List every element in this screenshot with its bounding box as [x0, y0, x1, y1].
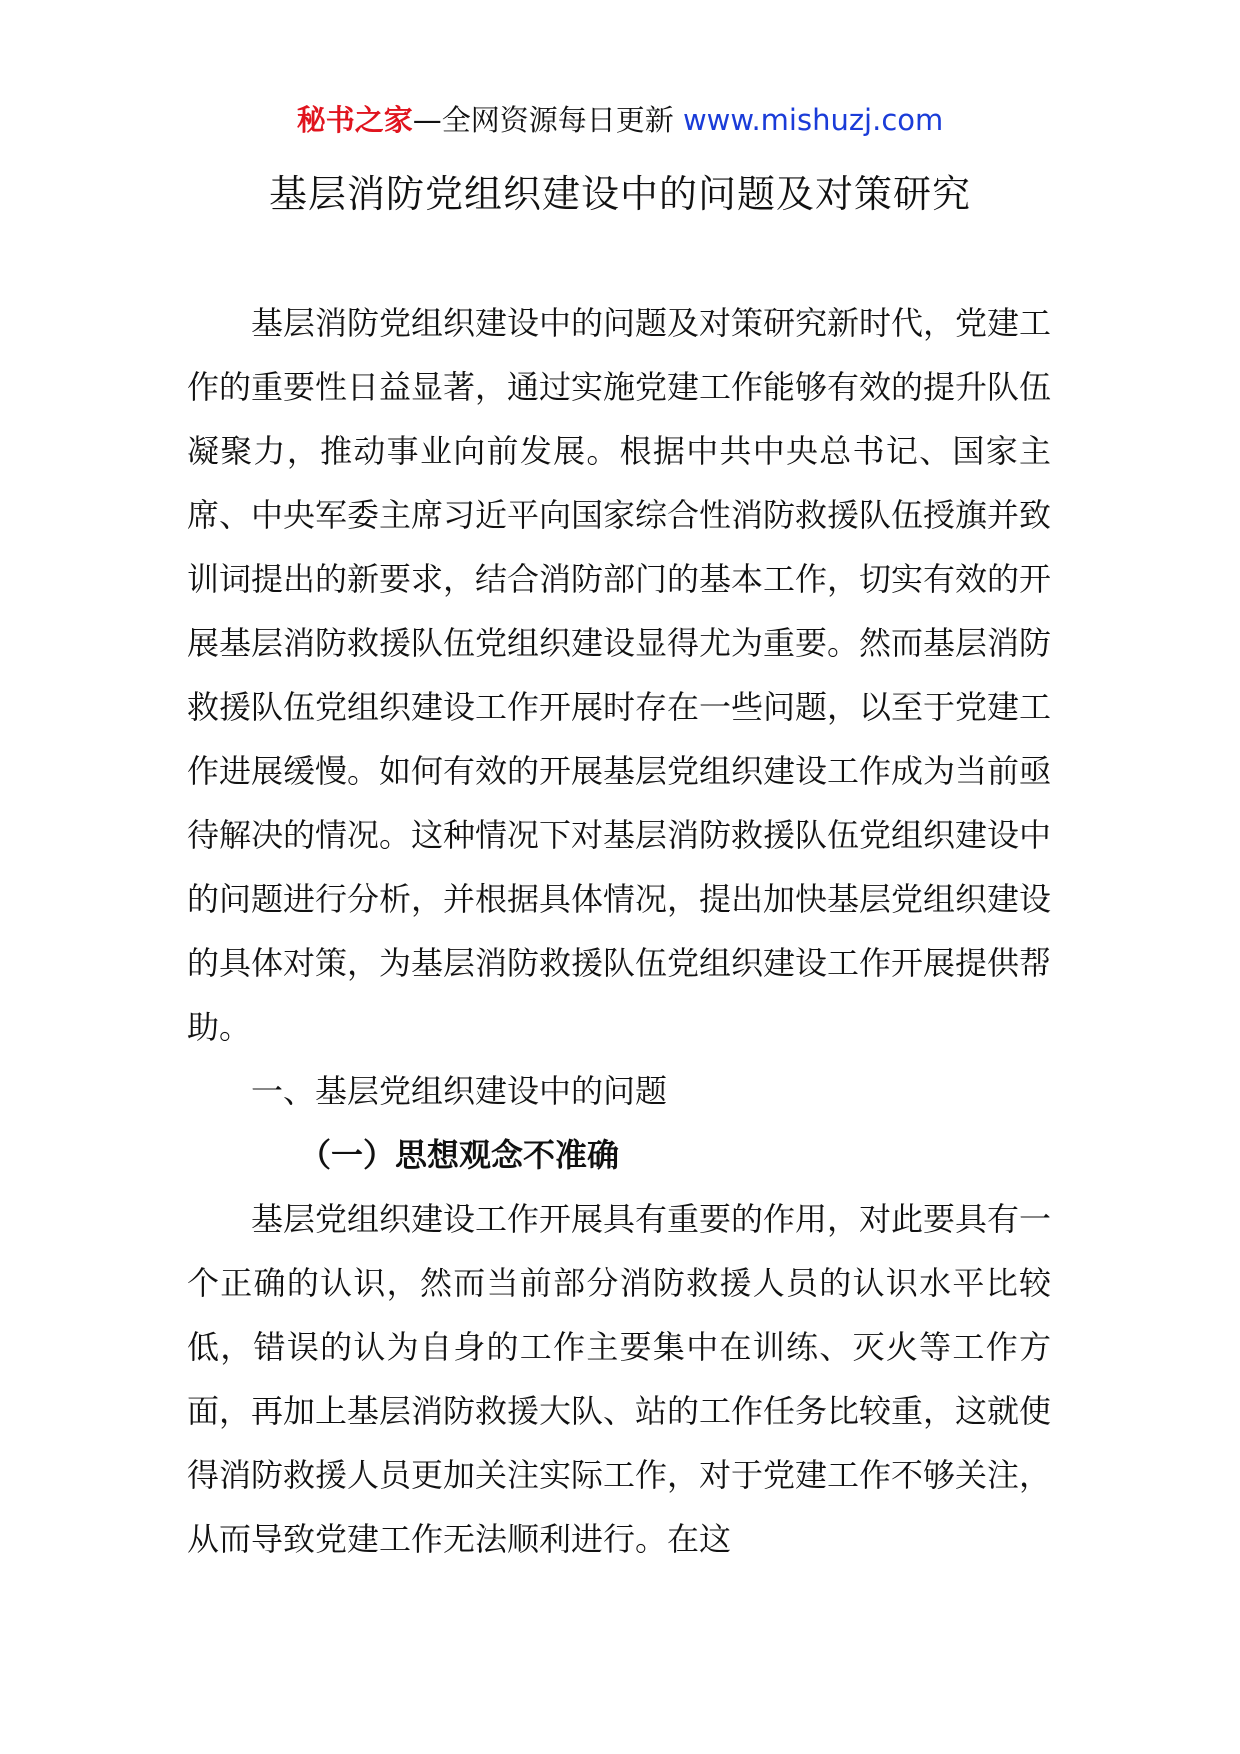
section-heading: 一、基层党组织建设中的问题: [251, 1072, 668, 1110]
brand-name: 秘书之家: [296, 103, 413, 137]
banner-tagline: —全网资源每日更新: [412, 103, 674, 137]
subsection-paragraph: 基层党组织建设工作开展具有重要的作用，对此要具有一个正确的认识，然而当前部分消防救援人员的认识水平比较低，错误的认为自身的工作主要集中在训练、灭火等工作方面，再加上基层消防救援大队、站的工作任务比较重，这就使得消防救援人员更加关注实际工作，对于党建工作不够关注，从而导致党建工作无法顺利进行。在这: [187, 1200, 1052, 1558]
document-title: 基层消防党组织建设中的问题及对策研究: [268, 172, 971, 216]
subsection-heading: （一）思想观念不准确: [299, 1136, 620, 1174]
site-banner: [0, 100, 1240, 140]
banner-url-link[interactable]: www.mishuzj.com: [682, 103, 944, 137]
intro-paragraph: 基层消防党组织建设中的问题及对策研究新时代，党建工作的重要性日益显著，通过实施党建工作能够有效的提升队伍凝聚力，推动事业向前发展。根据中共中央总书记、国家主席、中央军委主席习近平向国家综合性消防救援队伍授旗并致训词提出的新要求，结合消防部门的基本工作，切实有效的开展基层消防救援队伍党组织建设显得尤为重要。然而基层消防救援队伍党组织建设工作开展时存在一些问题，以至于党建工作进展缓慢。如何有效的开展基层党组织建设工作成为当前亟待解决的情况。这种情况下对基层消防救援队伍党组织建设中的问题进行分析，并根据具体情况，提出加快基层党组织建设的具体对策，为基层消防救援队伍党组织建设工作开展提供帮助。: [187, 304, 1052, 1046]
document-body: [187, 291, 1051, 1571]
